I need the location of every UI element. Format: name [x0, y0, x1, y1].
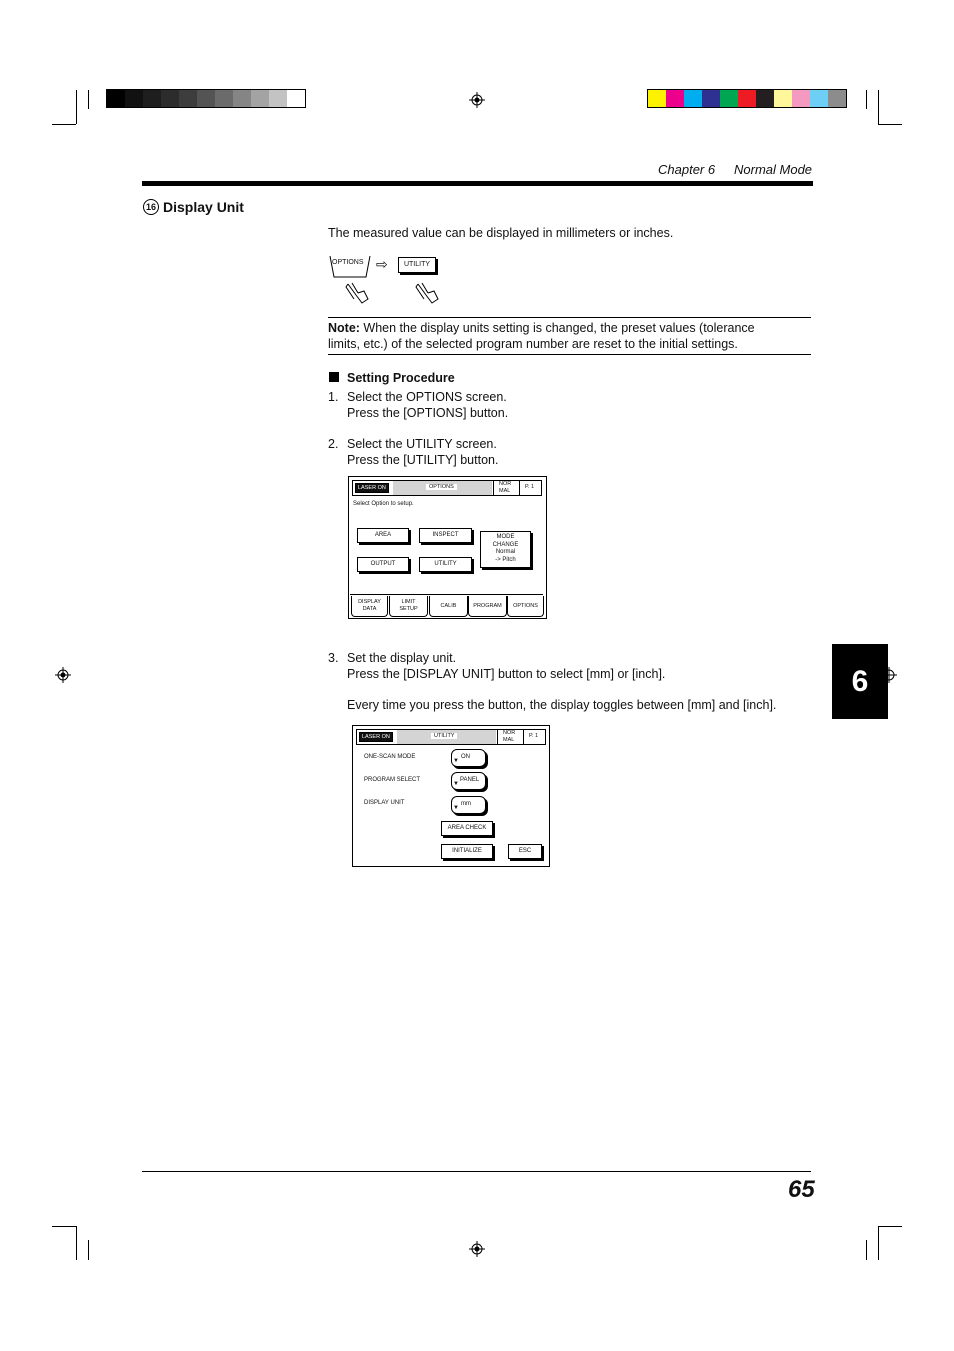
registration-mark-icon	[469, 92, 485, 108]
footer-rule	[142, 1171, 811, 1172]
crop-mark	[52, 1226, 76, 1227]
mode-change-line2: CHANGE	[492, 541, 519, 548]
output-button[interactable]: OUTPUT	[357, 557, 409, 572]
crop-mark	[878, 1226, 902, 1227]
mode-change-line4: -> Pitch	[495, 556, 516, 563]
mode-line2: MAL	[503, 737, 515, 743]
note-box	[328, 317, 811, 355]
note-line1: When the display units setting is changed, the preset values (tolerance	[359, 321, 755, 335]
header-rule	[142, 181, 813, 186]
color-swatch	[269, 90, 287, 107]
heading-title: Display Unit	[163, 199, 244, 215]
section-heading	[143, 199, 244, 215]
color-swatch	[738, 90, 756, 107]
page-number: 65	[788, 1176, 815, 1203]
laser-status-badge: LASER ON	[359, 732, 393, 742]
options-screen	[348, 476, 547, 619]
crop-mark	[88, 90, 89, 109]
step3-detail: Every time you press the button, the display toggles between [mm] and [inch].	[347, 698, 777, 712]
display-unit-label: DISPLAY UNIT	[364, 800, 405, 806]
color-swatch	[774, 90, 792, 107]
heading-number: 16	[143, 199, 159, 215]
down-triangle-icon: ▼	[453, 781, 459, 787]
color-swatch	[756, 90, 774, 107]
step1-text: Select the OPTIONS screen.	[347, 390, 507, 404]
color-swatch	[792, 90, 810, 107]
mode-change-line3: Normal	[495, 549, 516, 555]
area-check-button[interactable]: AREA CHECK	[441, 821, 493, 836]
mode-line1: NOR	[499, 481, 512, 487]
color-swatch	[179, 90, 197, 107]
tab-calib[interactable]	[429, 596, 468, 617]
options-button-illustration	[329, 255, 371, 277]
tab-label: CALIB	[440, 602, 457, 609]
procedure-title: Setting Procedure	[347, 371, 455, 385]
screen-title: UTILITY	[431, 733, 457, 739]
laser-status-badge: LASER ON	[355, 483, 389, 493]
color-swatch	[720, 90, 738, 107]
color-swatch	[251, 90, 269, 107]
tab-label: SETUP	[399, 606, 418, 612]
color-swatch	[648, 90, 666, 107]
step3-number: 3.	[328, 651, 339, 665]
step3-subtext: Press the [DISPLAY UNIT] button to select [mm] or [inch].	[347, 667, 666, 681]
area-button[interactable]: AREA	[357, 528, 409, 543]
crop-mark	[76, 90, 77, 124]
section-label: Normal Mode	[734, 162, 813, 177]
step1-subtext: Press the [OPTIONS] button.	[347, 406, 509, 420]
color-swatch	[810, 90, 828, 107]
options-button-label: OPTIONS	[332, 259, 364, 266]
tab-label: DATA	[362, 606, 377, 612]
mode-line1: NOR	[503, 730, 516, 736]
tab-limit-setup[interactable]	[389, 596, 428, 617]
program-select-label: PROGRAM SELECT	[364, 777, 421, 783]
down-triangle-icon: ▼	[453, 758, 459, 764]
down-triangle-icon: ▼	[453, 805, 459, 811]
color-swatch	[828, 90, 846, 107]
step2-subtext: Press the [UTILITY] button.	[347, 453, 499, 467]
crop-mark	[76, 1226, 77, 1260]
crop-mark	[878, 124, 902, 125]
registration-mark-icon	[55, 667, 71, 683]
color-bar	[647, 89, 847, 108]
program-select-toggle[interactable]	[451, 772, 486, 790]
chapter-side-tab: 6	[832, 644, 888, 719]
one-scan-mode-toggle[interactable]	[451, 749, 486, 767]
crop-mark	[88, 1240, 89, 1260]
one-scan-mode-label: ONE-SCAN MODE	[364, 754, 416, 760]
arrow-right-icon: ⇨	[376, 256, 388, 272]
color-swatch	[215, 90, 233, 107]
utility-button-label: UTILITY	[403, 261, 431, 268]
color-swatch	[684, 90, 702, 107]
inspect-button[interactable]: INSPECT	[419, 528, 472, 543]
utility-button-illustration	[398, 257, 436, 273]
page-indicator: P. 1	[529, 733, 539, 739]
mode-change-line1: MODE	[496, 534, 515, 540]
registration-mark-icon	[469, 1241, 485, 1257]
tab-label: PROGRAM	[473, 602, 502, 609]
utility-screen	[352, 725, 550, 867]
color-swatch	[666, 90, 684, 107]
color-swatch	[107, 90, 125, 107]
display-unit-value: mm	[461, 801, 471, 807]
tab-display-data[interactable]	[351, 596, 388, 617]
tab-label: OPTIONS	[513, 602, 538, 609]
color-swatch	[233, 90, 251, 107]
color-swatch	[287, 90, 305, 107]
screen-title: OPTIONS	[426, 484, 457, 490]
color-swatch	[161, 90, 179, 107]
page-indicator: P. 1	[525, 484, 535, 490]
step3-text: Set the display unit.	[347, 651, 457, 665]
mode-change-button[interactable]	[480, 531, 531, 568]
hand-press-icon	[344, 281, 370, 307]
color-swatch	[125, 90, 143, 107]
screen-title-bar	[352, 480, 542, 496]
color-swatch	[702, 90, 720, 107]
crop-mark	[866, 1240, 867, 1260]
crop-mark	[878, 1226, 879, 1260]
tab-options[interactable]	[507, 596, 544, 617]
color-swatch	[143, 90, 161, 107]
chapter-label: Chapter 6	[658, 162, 716, 177]
step1-number: 1.	[328, 390, 339, 404]
hand-press-icon	[414, 281, 440, 307]
grayscale-bar	[106, 89, 306, 108]
esc-button[interactable]: ESC	[508, 844, 542, 859]
mode-line2: MAL	[499, 488, 511, 494]
note-line2: limits, etc.) of the selected program number are reset to the initial settings.	[328, 337, 738, 351]
tab-label: LIMIT	[401, 599, 416, 605]
note-label: Note:	[328, 321, 360, 335]
crop-mark	[866, 90, 867, 109]
tab-program[interactable]	[468, 596, 507, 617]
crop-mark	[878, 90, 879, 124]
screen-prompt: Select Option to setup.	[353, 501, 414, 507]
tab-label: DISPLAY	[358, 599, 381, 605]
bullet-square-icon	[329, 372, 339, 382]
initialize-button[interactable]: INITIALIZE	[441, 844, 493, 859]
intro-text: The measured value can be displayed in millimeters or inches.	[328, 226, 674, 240]
display-unit-toggle[interactable]	[451, 796, 486, 814]
step2-text: Select the UTILITY screen.	[347, 437, 497, 451]
crop-mark	[52, 124, 76, 125]
one-scan-mode-value: ON	[461, 754, 470, 760]
utility-button[interactable]: UTILITY	[419, 557, 472, 572]
program-select-value: PANEL	[460, 777, 480, 783]
color-swatch	[197, 90, 215, 107]
step2-number: 2.	[328, 437, 339, 451]
screen-title-bar	[356, 729, 546, 745]
